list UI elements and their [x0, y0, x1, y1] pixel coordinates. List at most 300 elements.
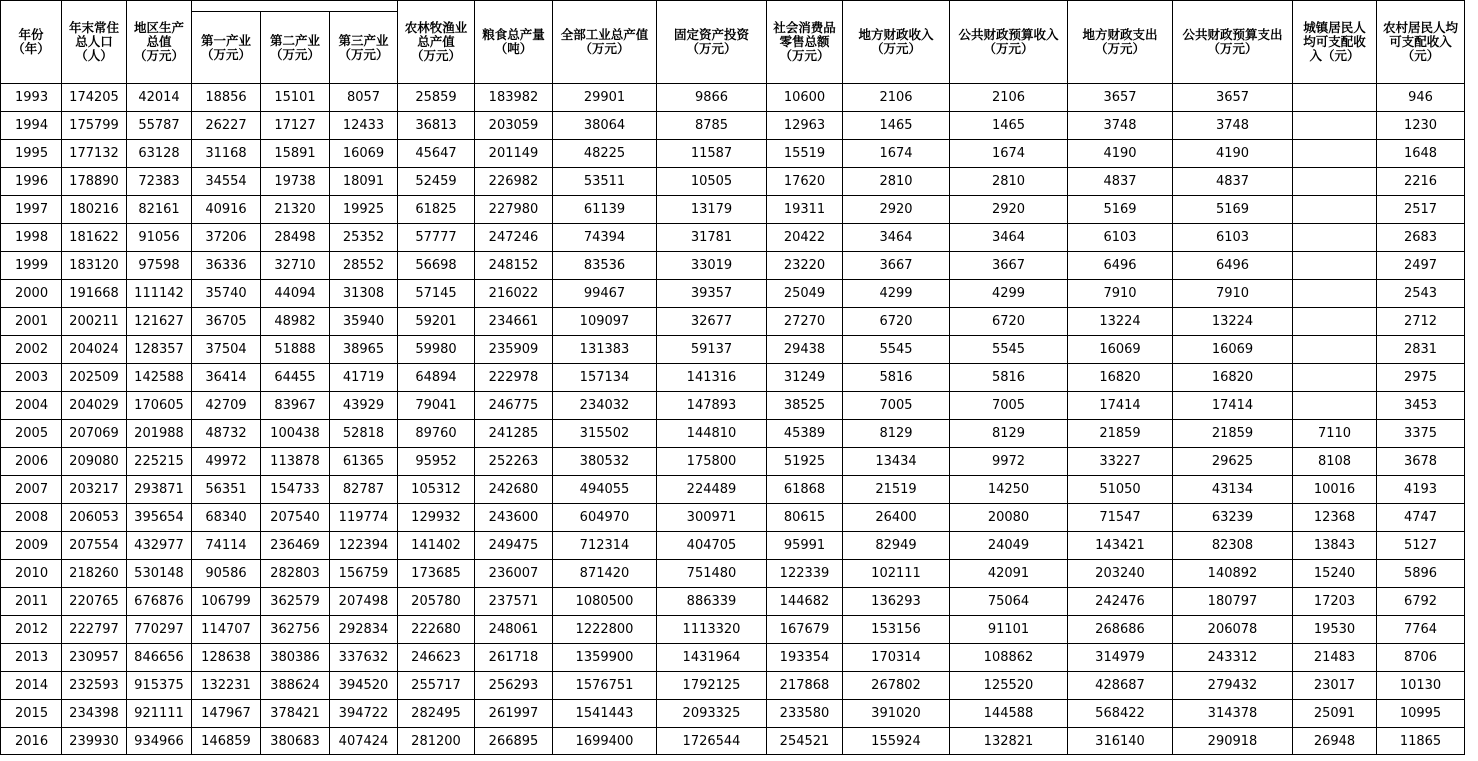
table-cell[interactable]: 17127: [261, 112, 330, 140]
table-cell[interactable]: 12963: [767, 112, 843, 140]
table-cell[interactable]: 8129: [950, 420, 1068, 448]
table-cell[interactable]: 25091: [1293, 700, 1377, 728]
table-cell[interactable]: 44094: [261, 280, 330, 308]
table-cell[interactable]: 404705: [657, 532, 767, 560]
cell-year[interactable]: 1995: [1, 140, 62, 168]
cell-year[interactable]: 2015: [1, 700, 62, 728]
table-cell[interactable]: 15101: [261, 84, 330, 112]
table-cell[interactable]: 32677: [657, 308, 767, 336]
cell-year[interactable]: 2001: [1, 308, 62, 336]
table-cell[interactable]: 16069: [330, 140, 398, 168]
table-cell[interactable]: 7110: [1293, 420, 1377, 448]
table-cell[interactable]: 2497: [1377, 252, 1465, 280]
table-cell[interactable]: 314378: [1173, 700, 1293, 728]
cell-year[interactable]: 2004: [1, 392, 62, 420]
table-cell[interactable]: 4747: [1377, 504, 1465, 532]
table-cell[interactable]: 224489: [657, 476, 767, 504]
table-cell[interactable]: 1576751: [553, 672, 657, 700]
table-cell[interactable]: 227980: [475, 196, 553, 224]
table-cell[interactable]: 225215: [127, 448, 192, 476]
table-cell[interactable]: 205780: [398, 588, 475, 616]
table-cell[interactable]: 183982: [475, 84, 553, 112]
table-cell[interactable]: 5545: [950, 336, 1068, 364]
table-cell[interactable]: 218260: [62, 560, 127, 588]
table-cell[interactable]: 48732: [192, 420, 261, 448]
table-cell[interactable]: 3748: [1068, 112, 1173, 140]
table-cell[interactable]: 204024: [62, 336, 127, 364]
header-local-revenue[interactable]: 地方财政收入 （万元）: [843, 1, 950, 84]
table-cell[interactable]: 109097: [553, 308, 657, 336]
table-cell[interactable]: 290918: [1173, 728, 1293, 755]
table-cell[interactable]: 248152: [475, 252, 553, 280]
table-cell[interactable]: 19738: [261, 168, 330, 196]
table-cell[interactable]: 712314: [553, 532, 657, 560]
table-cell[interactable]: 19311: [767, 196, 843, 224]
table-cell[interactable]: 2920: [843, 196, 950, 224]
table-cell[interactable]: 91056: [127, 224, 192, 252]
table-cell[interactable]: 63128: [127, 140, 192, 168]
table-cell[interactable]: 21519: [843, 476, 950, 504]
header-public-budget-expenditure[interactable]: 公共财政预算支出 （万元）: [1173, 1, 1293, 84]
table-cell[interactable]: 209080: [62, 448, 127, 476]
table-cell[interactable]: 15240: [1293, 560, 1377, 588]
table-cell[interactable]: 4190: [1068, 140, 1173, 168]
table-cell[interactable]: 12368: [1293, 504, 1377, 532]
table-cell[interactable]: 108862: [950, 644, 1068, 672]
cell-year[interactable]: 2009: [1, 532, 62, 560]
table-cell[interactable]: 74394: [553, 224, 657, 252]
table-cell[interactable]: 751480: [657, 560, 767, 588]
cell-year[interactable]: 2003: [1, 364, 62, 392]
cell-year[interactable]: 2006: [1, 448, 62, 476]
table-cell[interactable]: 300971: [657, 504, 767, 532]
table-cell[interactable]: 144810: [657, 420, 767, 448]
table-cell[interactable]: 11865: [1377, 728, 1465, 755]
table-cell[interactable]: 61139: [553, 196, 657, 224]
table-cell[interactable]: 337632: [330, 644, 398, 672]
table-cell[interactable]: 89760: [398, 420, 475, 448]
table-cell[interactable]: 42709: [192, 392, 261, 420]
table-cell[interactable]: [1293, 392, 1377, 420]
table-cell[interactable]: 5169: [1173, 196, 1293, 224]
table-cell[interactable]: 23220: [767, 252, 843, 280]
table-cell[interactable]: 21859: [1068, 420, 1173, 448]
table-cell[interactable]: 90586: [192, 560, 261, 588]
table-cell[interactable]: 31781: [657, 224, 767, 252]
table-cell[interactable]: 36414: [192, 364, 261, 392]
table-cell[interactable]: 64455: [261, 364, 330, 392]
table-cell[interactable]: 10600: [767, 84, 843, 112]
cell-year[interactable]: 1998: [1, 224, 62, 252]
table-cell[interactable]: 136293: [843, 588, 950, 616]
table-cell[interactable]: 157134: [553, 364, 657, 392]
table-cell[interactable]: 17620: [767, 168, 843, 196]
table-cell[interactable]: 52459: [398, 168, 475, 196]
table-cell[interactable]: 82308: [1173, 532, 1293, 560]
table-cell[interactable]: 95952: [398, 448, 475, 476]
table-cell[interactable]: 55787: [127, 112, 192, 140]
table-cell[interactable]: 315502: [553, 420, 657, 448]
table-cell[interactable]: 2517: [1377, 196, 1465, 224]
table-cell[interactable]: 6792: [1377, 588, 1465, 616]
table-cell[interactable]: 237571: [475, 588, 553, 616]
table-cell[interactable]: 316140: [1068, 728, 1173, 755]
header-grain[interactable]: 粮食总产量 （吨）: [475, 1, 553, 84]
table-cell[interactable]: 37504: [192, 336, 261, 364]
table-cell[interactable]: 234661: [475, 308, 553, 336]
cell-year[interactable]: 1996: [1, 168, 62, 196]
table-cell[interactable]: 156759: [330, 560, 398, 588]
table-cell[interactable]: 217868: [767, 672, 843, 700]
table-cell[interactable]: 256293: [475, 672, 553, 700]
table-cell[interactable]: 432977: [127, 532, 192, 560]
table-cell[interactable]: 1230: [1377, 112, 1465, 140]
table-cell[interactable]: 220765: [62, 588, 127, 616]
table-cell[interactable]: 59137: [657, 336, 767, 364]
table-cell[interactable]: 125520: [950, 672, 1068, 700]
table-cell[interactable]: 2683: [1377, 224, 1465, 252]
table-cell[interactable]: 175800: [657, 448, 767, 476]
table-cell[interactable]: 29901: [553, 84, 657, 112]
table-cell[interactable]: 10995: [1377, 700, 1465, 728]
table-cell[interactable]: 72383: [127, 168, 192, 196]
header-local-expenditure[interactable]: 地方财政支出 （万元）: [1068, 1, 1173, 84]
table-cell[interactable]: 177132: [62, 140, 127, 168]
header-agri-output[interactable]: 农林牧渔业 总产值 （万元）: [398, 1, 475, 84]
table-cell[interactable]: 846656: [127, 644, 192, 672]
table-cell[interactable]: 241285: [475, 420, 553, 448]
table-cell[interactable]: 59201: [398, 308, 475, 336]
table-cell[interactable]: 147893: [657, 392, 767, 420]
header-year[interactable]: 年份 （年）: [1, 1, 62, 84]
table-cell[interactable]: 5816: [950, 364, 1068, 392]
table-cell[interactable]: 14250: [950, 476, 1068, 504]
table-cell[interactable]: 38525: [767, 392, 843, 420]
table-cell[interactable]: 113878: [261, 448, 330, 476]
table-cell[interactable]: 24049: [950, 532, 1068, 560]
table-cell[interactable]: 82161: [127, 196, 192, 224]
table-cell[interactable]: 33227: [1068, 448, 1173, 476]
table-cell[interactable]: 132231: [192, 672, 261, 700]
table-cell[interactable]: 82787: [330, 476, 398, 504]
table-cell[interactable]: 26227: [192, 112, 261, 140]
table-cell[interactable]: 282495: [398, 700, 475, 728]
header-primary[interactable]: 第一产业 （万元）: [192, 12, 261, 84]
table-cell[interactable]: 247246: [475, 224, 553, 252]
table-cell[interactable]: 1648: [1377, 140, 1465, 168]
table-cell[interactable]: 207554: [62, 532, 127, 560]
table-cell[interactable]: 39357: [657, 280, 767, 308]
table-cell[interactable]: 201149: [475, 140, 553, 168]
table-cell[interactable]: 254521: [767, 728, 843, 755]
table-cell[interactable]: 173685: [398, 560, 475, 588]
table-cell[interactable]: 235909: [475, 336, 553, 364]
table-cell[interactable]: 3667: [843, 252, 950, 280]
table-cell[interactable]: 200211: [62, 308, 127, 336]
table-cell[interactable]: 233580: [767, 700, 843, 728]
table-cell[interactable]: 4193: [1377, 476, 1465, 504]
table-cell[interactable]: [1293, 84, 1377, 112]
table-cell[interactable]: 174205: [62, 84, 127, 112]
table-cell[interactable]: 391020: [843, 700, 950, 728]
table-cell[interactable]: 206053: [62, 504, 127, 532]
table-cell[interactable]: 4299: [843, 280, 950, 308]
table-cell[interactable]: 15519: [767, 140, 843, 168]
table-cell[interactable]: 394722: [330, 700, 398, 728]
table-cell[interactable]: 4299: [950, 280, 1068, 308]
table-cell[interactable]: 5169: [1068, 196, 1173, 224]
table-cell[interactable]: 230957: [62, 644, 127, 672]
header-tertiary[interactable]: 第三产业 （万元）: [330, 12, 398, 84]
table-cell[interactable]: [1293, 364, 1377, 392]
table-cell[interactable]: 21320: [261, 196, 330, 224]
table-cell[interactable]: 167679: [767, 616, 843, 644]
table-cell[interactable]: 13434: [843, 448, 950, 476]
table-cell[interactable]: 43929: [330, 392, 398, 420]
table-cell[interactable]: 43134: [1173, 476, 1293, 504]
table-cell[interactable]: 128638: [192, 644, 261, 672]
table-cell[interactable]: 13843: [1293, 532, 1377, 560]
table-cell[interactable]: 79041: [398, 392, 475, 420]
table-cell[interactable]: 147967: [192, 700, 261, 728]
table-cell[interactable]: 2712: [1377, 308, 1465, 336]
table-cell[interactable]: 203217: [62, 476, 127, 504]
table-cell[interactable]: 934966: [127, 728, 192, 755]
table-cell[interactable]: 3748: [1173, 112, 1293, 140]
table-cell[interactable]: 10016: [1293, 476, 1377, 504]
table-cell[interactable]: 141402: [398, 532, 475, 560]
table-cell[interactable]: 41719: [330, 364, 398, 392]
table-cell[interactable]: 19925: [330, 196, 398, 224]
table-cell[interactable]: 53511: [553, 168, 657, 196]
table-cell[interactable]: 36336: [192, 252, 261, 280]
table-cell[interactable]: 16069: [1173, 336, 1293, 364]
table-cell[interactable]: 267802: [843, 672, 950, 700]
cell-year[interactable]: 2011: [1, 588, 62, 616]
table-cell[interactable]: 314979: [1068, 644, 1173, 672]
table-cell[interactable]: 17203: [1293, 588, 1377, 616]
table-cell[interactable]: 26400: [843, 504, 950, 532]
table-cell[interactable]: 6720: [843, 308, 950, 336]
table-cell[interactable]: 266895: [475, 728, 553, 755]
table-cell[interactable]: 2216: [1377, 168, 1465, 196]
table-cell[interactable]: 180797: [1173, 588, 1293, 616]
table-cell[interactable]: 102111: [843, 560, 950, 588]
table-cell[interactable]: 388624: [261, 672, 330, 700]
table-cell[interactable]: 56698: [398, 252, 475, 280]
cell-year[interactable]: 2016: [1, 728, 62, 755]
table-cell[interactable]: 95991: [767, 532, 843, 560]
table-cell[interactable]: 281200: [398, 728, 475, 755]
table-cell[interactable]: 31168: [192, 140, 261, 168]
header-fixed-investment[interactable]: 固定资产投资 （万元）: [657, 1, 767, 84]
table-cell[interactable]: 239930: [62, 728, 127, 755]
header-public-budget-revenue[interactable]: 公共财政预算收入 （万元）: [950, 1, 1068, 84]
table-cell[interactable]: 91101: [950, 616, 1068, 644]
table-cell[interactable]: 1699400: [553, 728, 657, 755]
table-cell[interactable]: 380683: [261, 728, 330, 755]
table-cell[interactable]: 2920: [950, 196, 1068, 224]
table-cell[interactable]: 886339: [657, 588, 767, 616]
table-cell[interactable]: 1465: [950, 112, 1068, 140]
table-cell[interactable]: 175799: [62, 112, 127, 140]
table-cell[interactable]: 25352: [330, 224, 398, 252]
table-cell[interactable]: 105312: [398, 476, 475, 504]
table-cell[interactable]: 292834: [330, 616, 398, 644]
table-cell[interactable]: 1674: [950, 140, 1068, 168]
table-cell[interactable]: 20080: [950, 504, 1068, 532]
table-cell[interactable]: 6496: [1068, 252, 1173, 280]
table-cell[interactable]: 207498: [330, 588, 398, 616]
table-cell[interactable]: 3667: [950, 252, 1068, 280]
table-cell[interactable]: 268686: [1068, 616, 1173, 644]
table-cell[interactable]: 17414: [1173, 392, 1293, 420]
cell-year[interactable]: 2013: [1, 644, 62, 672]
table-cell[interactable]: 293871: [127, 476, 192, 504]
table-cell[interactable]: 75064: [950, 588, 1068, 616]
table-cell[interactable]: 31249: [767, 364, 843, 392]
table-cell[interactable]: 28498: [261, 224, 330, 252]
table-cell[interactable]: 243600: [475, 504, 553, 532]
table-cell[interactable]: 68340: [192, 504, 261, 532]
table-cell[interactable]: 180216: [62, 196, 127, 224]
table-cell[interactable]: 100438: [261, 420, 330, 448]
table-cell[interactable]: 21483: [1293, 644, 1377, 672]
cell-year[interactable]: 2012: [1, 616, 62, 644]
table-cell[interactable]: 128357: [127, 336, 192, 364]
table-cell[interactable]: 1080500: [553, 588, 657, 616]
header-population[interactable]: 年末常住 总人口 （人）: [62, 1, 127, 84]
table-cell[interactable]: 395654: [127, 504, 192, 532]
table-cell[interactable]: 144588: [950, 700, 1068, 728]
table-cell[interactable]: 232593: [62, 672, 127, 700]
table-cell[interactable]: 15891: [261, 140, 330, 168]
table-cell[interactable]: 121627: [127, 308, 192, 336]
table-cell[interactable]: 97598: [127, 252, 192, 280]
table-cell[interactable]: 243312: [1173, 644, 1293, 672]
table-cell[interactable]: 13224: [1068, 308, 1173, 336]
table-cell[interactable]: 57777: [398, 224, 475, 252]
table-cell[interactable]: 23017: [1293, 672, 1377, 700]
table-cell[interactable]: 131383: [553, 336, 657, 364]
table-cell[interactable]: [1293, 112, 1377, 140]
table-cell[interactable]: 2810: [950, 168, 1068, 196]
table-cell[interactable]: 915375: [127, 672, 192, 700]
header-industrial-output[interactable]: 全部工业总产值 （万元）: [553, 1, 657, 84]
table-cell[interactable]: 1674: [843, 140, 950, 168]
table-cell[interactable]: 2975: [1377, 364, 1465, 392]
table-cell[interactable]: 20422: [767, 224, 843, 252]
table-cell[interactable]: 48982: [261, 308, 330, 336]
table-cell[interactable]: 7910: [1173, 280, 1293, 308]
table-cell[interactable]: 140892: [1173, 560, 1293, 588]
table-cell[interactable]: 206078: [1173, 616, 1293, 644]
cell-year[interactable]: 1999: [1, 252, 62, 280]
table-cell[interactable]: 236007: [475, 560, 553, 588]
table-cell[interactable]: 8706: [1377, 644, 1465, 672]
table-cell[interactable]: 25049: [767, 280, 843, 308]
table-cell[interactable]: 38965: [330, 336, 398, 364]
table-cell[interactable]: 153156: [843, 616, 950, 644]
table-cell[interactable]: 71547: [1068, 504, 1173, 532]
table-cell[interactable]: 82949: [843, 532, 950, 560]
table-cell[interactable]: 170605: [127, 392, 192, 420]
table-cell[interactable]: 201988: [127, 420, 192, 448]
table-cell[interactable]: [1293, 280, 1377, 308]
table-cell[interactable]: 242476: [1068, 588, 1173, 616]
table-cell[interactable]: [1293, 196, 1377, 224]
table-cell[interactable]: 207069: [62, 420, 127, 448]
table-cell[interactable]: [1293, 252, 1377, 280]
table-cell[interactable]: 10130: [1377, 672, 1465, 700]
table-cell[interactable]: 2106: [950, 84, 1068, 112]
table-cell[interactable]: 111142: [127, 280, 192, 308]
table-cell[interactable]: 5127: [1377, 532, 1465, 560]
table-cell[interactable]: [1293, 140, 1377, 168]
table-cell[interactable]: 252263: [475, 448, 553, 476]
table-cell[interactable]: 9866: [657, 84, 767, 112]
table-cell[interactable]: [1293, 336, 1377, 364]
cell-year[interactable]: 2005: [1, 420, 62, 448]
cell-year[interactable]: 2008: [1, 504, 62, 532]
table-cell[interactable]: 8057: [330, 84, 398, 112]
table-cell[interactable]: 36813: [398, 112, 475, 140]
table-cell[interactable]: 207540: [261, 504, 330, 532]
cell-year[interactable]: 2000: [1, 280, 62, 308]
table-cell[interactable]: 146859: [192, 728, 261, 755]
table-cell[interactable]: 234032: [553, 392, 657, 420]
table-cell[interactable]: 8785: [657, 112, 767, 140]
table-cell[interactable]: 193354: [767, 644, 843, 672]
table-cell[interactable]: 25859: [398, 84, 475, 112]
table-cell[interactable]: 216022: [475, 280, 553, 308]
table-cell[interactable]: 61825: [398, 196, 475, 224]
table-cell[interactable]: 236469: [261, 532, 330, 560]
table-cell[interactable]: 170314: [843, 644, 950, 672]
table-cell[interactable]: 16069: [1068, 336, 1173, 364]
table-cell[interactable]: 42091: [950, 560, 1068, 588]
table-cell[interactable]: 222797: [62, 616, 127, 644]
table-cell[interactable]: 35940: [330, 308, 398, 336]
table-cell[interactable]: 27270: [767, 308, 843, 336]
table-cell[interactable]: 203059: [475, 112, 553, 140]
table-cell[interactable]: 29438: [767, 336, 843, 364]
table-cell[interactable]: 4837: [1068, 168, 1173, 196]
table-cell[interactable]: 676876: [127, 588, 192, 616]
header-rural-income[interactable]: 农村居民人均 可支配收入 （元）: [1377, 1, 1465, 84]
table-cell[interactable]: 40916: [192, 196, 261, 224]
table-cell[interactable]: 407424: [330, 728, 398, 755]
header-industry-group[interactable]: [192, 1, 398, 12]
table-cell[interactable]: 202509: [62, 364, 127, 392]
header-retail-sales[interactable]: 社会消费品 零售总额 （万元）: [767, 1, 843, 84]
table-cell[interactable]: 154733: [261, 476, 330, 504]
table-cell[interactable]: 18856: [192, 84, 261, 112]
table-cell[interactable]: 49972: [192, 448, 261, 476]
table-cell[interactable]: 61868: [767, 476, 843, 504]
table-cell[interactable]: 191668: [62, 280, 127, 308]
table-cell[interactable]: 122394: [330, 532, 398, 560]
table-cell[interactable]: 9972: [950, 448, 1068, 476]
table-cell[interactable]: 203240: [1068, 560, 1173, 588]
table-cell[interactable]: 106799: [192, 588, 261, 616]
table-cell[interactable]: 48225: [553, 140, 657, 168]
table-cell[interactable]: 51925: [767, 448, 843, 476]
table-cell[interactable]: 59980: [398, 336, 475, 364]
table-cell[interactable]: 3657: [1173, 84, 1293, 112]
table-cell[interactable]: 42014: [127, 84, 192, 112]
table-cell[interactable]: 530148: [127, 560, 192, 588]
